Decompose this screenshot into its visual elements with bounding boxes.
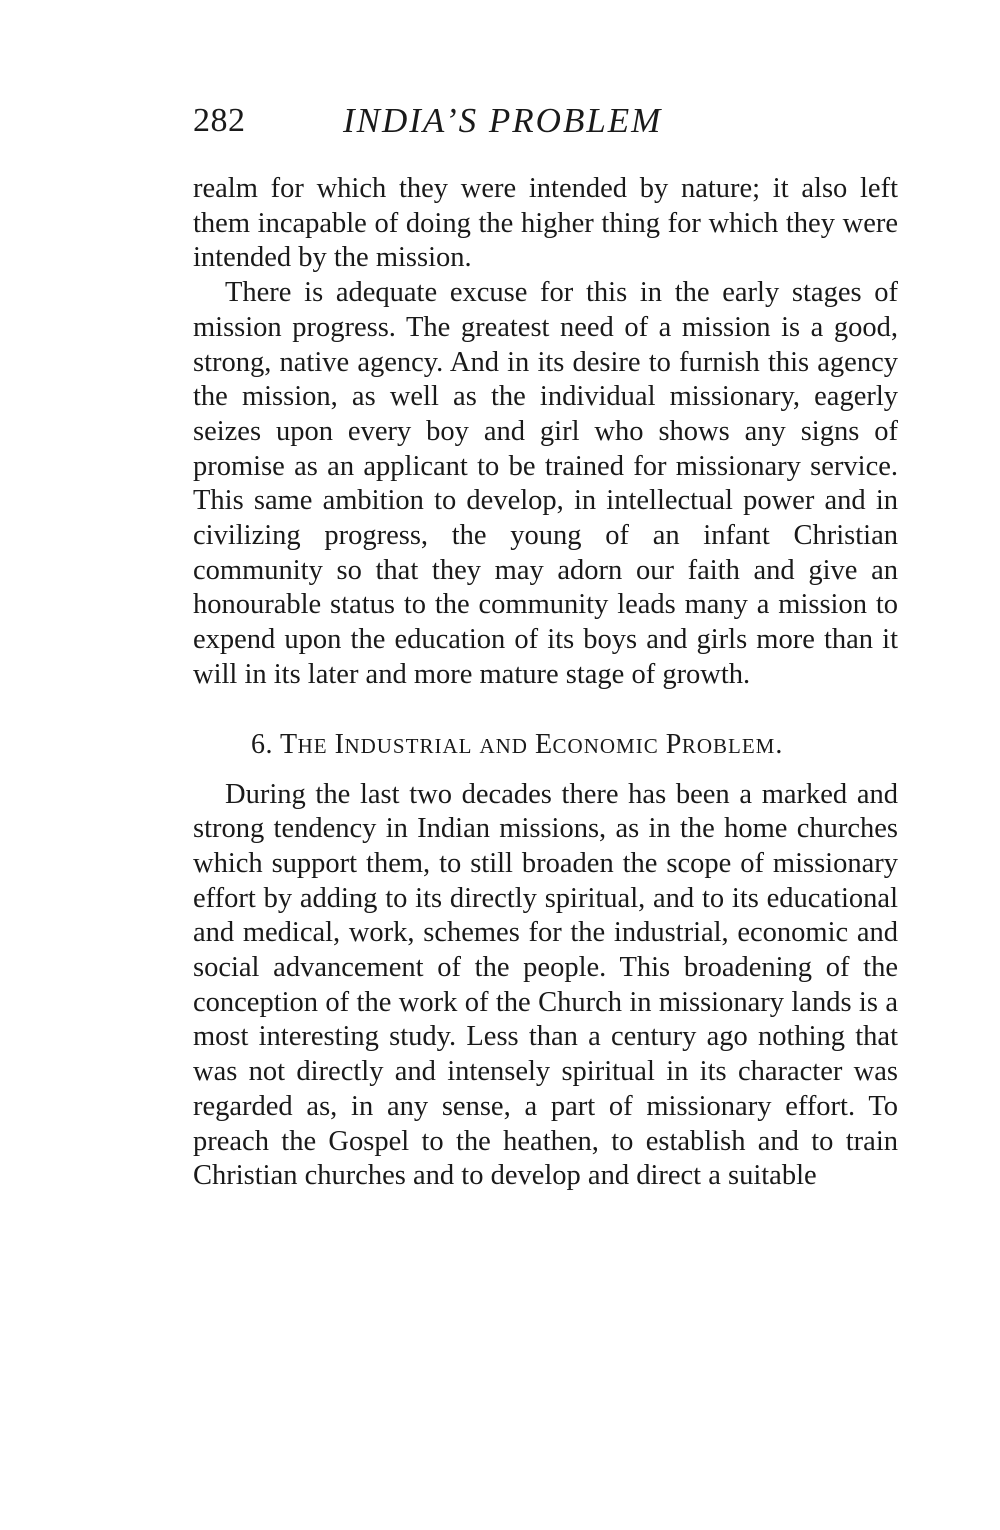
section-heading-text: 6. THE INDUSTRIAL AND ECONOMIC PROBLEM. bbox=[251, 728, 783, 760]
running-head bbox=[193, 96, 898, 146]
paragraph-continued: realm for which they were intended by nature; it also left them incapable of doing the higher thing for which they were intended by the mission. bbox=[193, 173, 898, 274]
body-text bbox=[193, 172, 898, 1194]
paragraph-industrial-problem: During the last two decades there has been a marked and strong tendency in Indian missions, as in the home churches which support them, to still broaden the scope of missionary effort by adding to its directly spiritual, and to its educational and medical, work, schemes for the industrial, economic and social advancement of the people. This broadening of the conception of the work of the Church in missionary lands is a most interesting study. Less than a century ago nothing that was not directly and intensely spiritual in its character was regarded as, in any sense, a part of missionary effort. To preach the Gospel to the heathen, to establish and to train Christian churches and to develop and direct a suitable bbox=[193, 778, 898, 1192]
section-heading bbox=[193, 728, 898, 763]
paragraph-adequate-excuse: There is adequate excuse for this in the early stages of mission progress. The greatest need of a mission is a good, strong, native agency. And in its desire to furnish this agency the mission, as well as the individual missionary, eagerly seizes upon every boy and girl who shows any signs of promise as an applicant to be trained for missionary service. This same ambition to develop, in intellectual power and in civilizing progress, the young of an infant Christian community so that they may adorn our faith and give an honourable status to the community leads many a mission to expend upon the education of its boys and girls more than it will in its later and more mature stage of growth. bbox=[193, 277, 898, 690]
page-number: 282 bbox=[193, 102, 246, 139]
running-title: INDIA’S PROBLEM bbox=[343, 101, 663, 140]
